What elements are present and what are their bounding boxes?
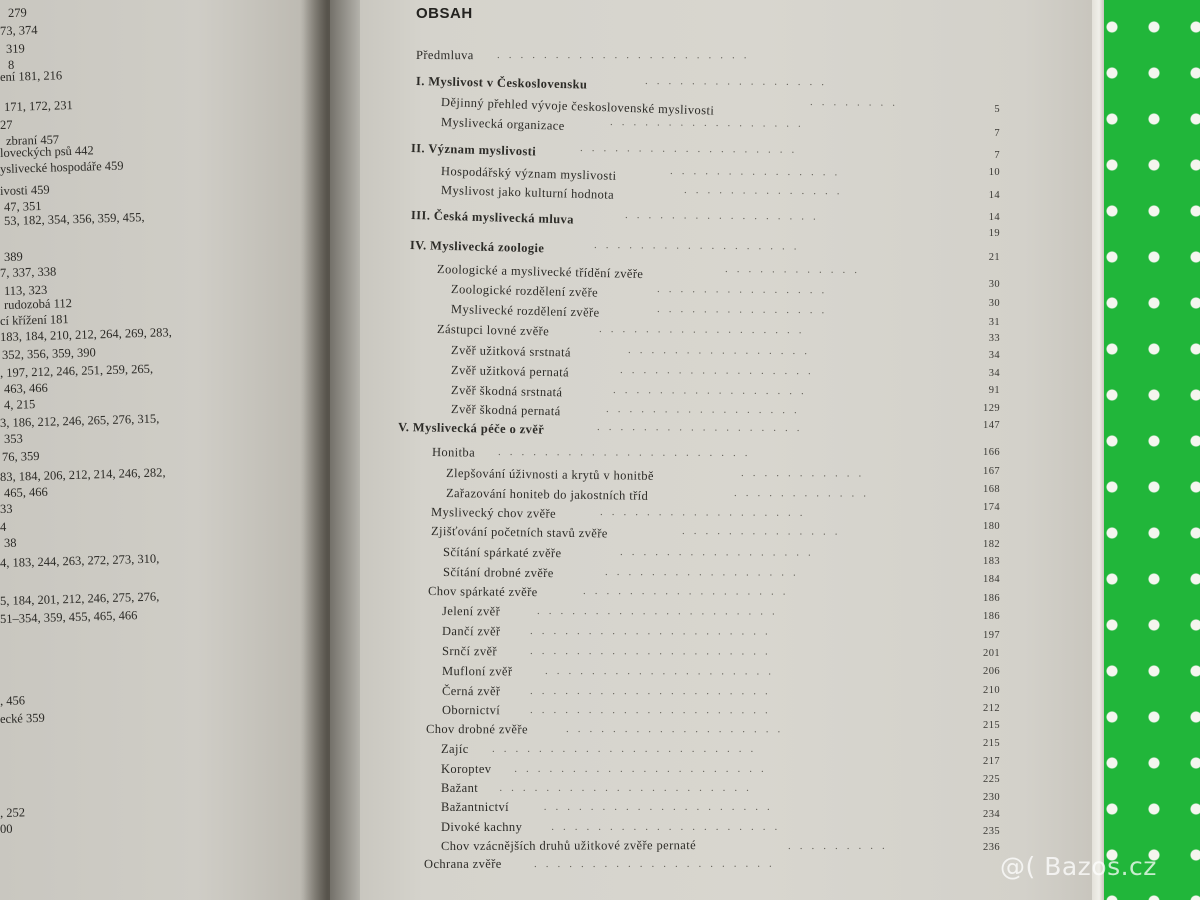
index-line: 53, 182, 354, 356, 359, 455, — [3, 210, 145, 228]
dot-leader: ................. — [619, 546, 820, 559]
toc-page-number: 166 — [983, 447, 1000, 458]
toc-entry: Dančí zvěř — [441, 624, 501, 639]
toc-entry: Zvěř škodná pernatá — [450, 402, 561, 419]
dot-leader: ............... — [657, 303, 834, 317]
dot-leader: ................. — [624, 209, 825, 223]
bazos-watermark: @( Bazos.cz — [1000, 852, 1157, 881]
toc-page-number: 129 — [983, 403, 1000, 414]
toc-entry: Chov vzácnějších druhů užitkové zvěře pernaté — [440, 838, 697, 853]
index-line: , 252 — [0, 805, 26, 820]
dot-leader: ............... — [669, 165, 846, 179]
dot-leader: ................. — [612, 384, 813, 398]
toc-page-number: 147 — [983, 420, 1000, 431]
toc-entry: Černá zvěř — [441, 684, 501, 699]
toc-page-number: 183 — [983, 556, 1000, 567]
toc-page-number: 14 — [988, 212, 1000, 223]
dot-leader: ..................... — [534, 857, 781, 870]
dot-leader: .................... — [543, 801, 779, 813]
index-line: 319 — [5, 41, 25, 56]
toc-page-number: 91 — [988, 385, 1000, 396]
toc-page-number: 234 — [983, 809, 1000, 820]
index-line: 352, 356, 359, 390 — [1, 345, 96, 362]
index-line: 33 — [0, 501, 13, 516]
toc-entry: Obornictví — [441, 703, 501, 718]
toc-page-number: 174 — [983, 502, 1000, 513]
index-line: 113, 323 — [3, 282, 48, 298]
toc-entry: Zjišťování početních stavů zvěře — [430, 524, 608, 541]
toc-entry: Koroptev — [441, 762, 492, 776]
index-line: , 197, 212, 246, 251, 259, 265, — [0, 361, 154, 380]
dot-leader: ................... — [565, 723, 790, 736]
toc-entry: Zoologické a myslivecké třídění zvěře — [436, 262, 644, 282]
toc-entry: Srnčí zvěř — [441, 644, 498, 659]
index-line: 51–354, 359, 455, 465, 466 — [0, 608, 138, 626]
toc-entry: Hospodářský význam myslivosti — [440, 164, 617, 183]
index-line: 389 — [3, 249, 23, 264]
toc-entry: Myslivecká organizace — [440, 115, 565, 133]
dot-leader: ...................... — [499, 782, 758, 794]
toc-entry: Chov spárkaté zvěře — [427, 584, 538, 600]
toc-entry: Chov drobné zvěře — [425, 722, 528, 737]
toc-page-number: 167 — [983, 466, 1000, 477]
toc-page-number: 21 — [988, 252, 1000, 263]
dot-leader: ................. — [604, 566, 805, 579]
dot-leader: .................. — [596, 421, 809, 435]
toc-entry: Zvěř užitková srstnatá — [450, 343, 572, 360]
index-line: 27 — [0, 117, 13, 132]
toc-page-number: 34 — [988, 368, 1000, 379]
toc-entry: IV. Myslivecká zoologie — [409, 238, 545, 256]
index-line: 3, 186, 212, 246, 265, 276, 315, — [0, 411, 160, 430]
toc-page-number: 230 — [983, 792, 1000, 803]
toc-page-number: 225 — [983, 774, 1000, 785]
dot-leader: .............. — [681, 525, 847, 538]
toc-entry: Jelení zvěř — [441, 604, 501, 619]
toc-entry: Mufloní zvěř — [441, 664, 513, 679]
dot-leader: ................. — [605, 403, 806, 417]
dot-leader: .................... — [544, 665, 780, 678]
toc-page-number: 5 — [994, 104, 1000, 115]
dot-leader: ........... — [741, 467, 871, 480]
index-line: ení 181, 216 — [0, 68, 63, 84]
toc-page-number: 34 — [988, 350, 1000, 361]
dot-leader: ............ — [724, 263, 866, 277]
dot-leader: ........ — [810, 96, 905, 109]
toc-entry: I. Myslivost v Československu — [415, 74, 588, 92]
index-line: 47, 351 — [3, 198, 42, 214]
index-line: ecké 359 — [0, 710, 45, 726]
index-line: 4 — [0, 519, 7, 534]
dot-leader: ................. — [610, 116, 811, 130]
dot-leader: .............. — [684, 184, 849, 198]
toc-page-number: 235 — [983, 826, 1000, 837]
toc-entry: Sčítání drobné zvěře — [442, 565, 554, 581]
dot-leader: ..................... — [529, 704, 777, 717]
index-line: 465, 466 — [3, 484, 48, 500]
index-line: 463, 466 — [3, 380, 48, 396]
toc-page-number: 212 — [983, 703, 1000, 714]
index-line: cí křížení 181 — [0, 312, 69, 328]
toc-entry: Myslivost jako kulturní hodnota — [440, 183, 615, 202]
dot-leader: .................. — [600, 506, 812, 519]
toc-entry: Předmluva — [415, 48, 474, 63]
dot-leader: ..................... — [529, 625, 777, 638]
dot-leader: ..................... — [529, 645, 777, 658]
toc-page-number: 182 — [983, 539, 1000, 550]
dot-leader: ...................... — [497, 446, 757, 460]
toc-page-number: 201 — [983, 648, 1000, 659]
toc-entry: Dějinný přehled vývoje československé myslivosti — [440, 95, 715, 118]
toc-page-number: 186 — [983, 611, 1000, 622]
toc-page-number: 215 — [983, 720, 1000, 731]
dot-leader: ......... — [787, 839, 894, 852]
toc-entry: Myslivecké rozdělení zvěře — [450, 302, 600, 320]
toc-page-number: 7 — [994, 150, 1000, 161]
dot-leader: ..................... — [537, 605, 785, 618]
dot-leader: .................. — [598, 323, 811, 337]
toc-page-number: 19 — [988, 228, 1000, 239]
index-line: 73, 374 — [0, 22, 38, 38]
toc-page-number: 14 — [988, 190, 1000, 201]
toc-page-number: 168 — [983, 484, 1000, 495]
dot-leader: ............ — [733, 487, 875, 500]
toc-entry: Zvěř užitková pernatá — [450, 363, 570, 380]
toc-page-number: 210 — [983, 685, 1000, 696]
toc-entry: V. Myslivecká péče o zvěř — [397, 420, 545, 437]
toc-entry: Honitba — [431, 445, 476, 460]
index-line: loveckých psů 442 — [0, 143, 94, 160]
toc-page-number: 186 — [983, 593, 1000, 604]
toc-entry: II. Význam myslivosti — [410, 141, 537, 159]
toc-page-number: 10 — [988, 167, 1000, 178]
toc-entry: Zoologické rozdělení zvěře — [450, 282, 599, 300]
index-line: 4, 215 — [3, 397, 36, 412]
dot-leader: ...................... — [496, 49, 756, 62]
index-line: 7, 337, 338 — [0, 264, 57, 280]
toc-entry: Zlepšování úživnosti a krytů v honitbě — [445, 466, 654, 483]
toc-entry: Zvěř škodná srstnatá — [450, 383, 563, 400]
toc-entry: III. Česká myslivecká mluva — [410, 208, 575, 227]
toc-page-number: 7 — [994, 128, 1000, 139]
index-line: 76, 359 — [1, 448, 40, 464]
dot-leader: ................... — [580, 142, 804, 156]
toc-page-number: 217 — [983, 756, 1000, 767]
toc-entry: Myslivecký chov zvěře — [430, 505, 557, 521]
toc-page-number: 30 — [988, 298, 1000, 309]
index-line: 00 — [0, 821, 13, 836]
index-line: 353 — [3, 431, 23, 446]
toc-page-number: 33 — [988, 333, 1000, 344]
index-line: 5, 184, 201, 212, 246, 275, 276, — [0, 589, 160, 608]
toc-entry: Bažant — [441, 781, 479, 795]
index-line: 83, 184, 206, 212, 214, 246, 282, — [0, 465, 166, 484]
index-line: , 456 — [0, 693, 26, 708]
toc-page-number: 180 — [983, 521, 1000, 532]
toc-title: OBSAH — [416, 5, 473, 22]
index-line: 171, 172, 231 — [3, 98, 73, 114]
toc-page-number: 215 — [983, 738, 1000, 749]
index-line: 183, 184, 210, 212, 264, 269, 283, — [0, 325, 172, 344]
toc-page-number: 206 — [983, 666, 1000, 677]
index-line: 4, 183, 244, 263, 272, 273, 310, — [0, 551, 160, 570]
index-line: 38 — [3, 535, 17, 550]
index-line: rudozobá 112 — [3, 296, 73, 312]
index-line: yslivecké hospodáře 459 — [0, 158, 124, 176]
toc-page-number: 197 — [983, 630, 1000, 641]
dot-leader: .................. — [582, 585, 795, 598]
index-line: ivosti 459 — [0, 182, 50, 198]
dot-leader: ................ — [627, 344, 816, 358]
toc-entry: Zástupci lovné zvěře — [436, 322, 550, 339]
toc-page-number: 184 — [983, 574, 1000, 585]
index-line: zbraní 457 — [5, 132, 60, 148]
dot-leader: ....................... — [492, 743, 763, 755]
dot-leader: .................. — [594, 239, 806, 253]
toc-entry: Bažantnictví — [441, 800, 509, 814]
toc-entry: Sčítání spárkaté zvěře — [442, 545, 562, 561]
index-line: 279 — [7, 5, 27, 20]
dot-leader: .................... — [551, 821, 787, 833]
dot-leader: ............... — [657, 283, 834, 297]
toc-page-number: 31 — [988, 317, 1000, 328]
toc-page-number: 236 — [983, 842, 1000, 853]
toc-entry: Ochrana zvěře — [423, 856, 502, 871]
index-line: 8 — [7, 57, 15, 72]
toc-entry: Zajíc — [441, 742, 469, 756]
dot-leader: ..................... — [529, 685, 777, 698]
dot-leader: ...................... — [514, 763, 773, 775]
toc-entry: Zařazování honiteb do jakostních tříd — [445, 486, 649, 503]
dot-leader: ................. — [620, 364, 821, 378]
toc-entry: Divoké kachny — [441, 820, 523, 834]
dot-leader: ................ — [644, 75, 833, 89]
toc-page-number: 30 — [988, 279, 1000, 290]
